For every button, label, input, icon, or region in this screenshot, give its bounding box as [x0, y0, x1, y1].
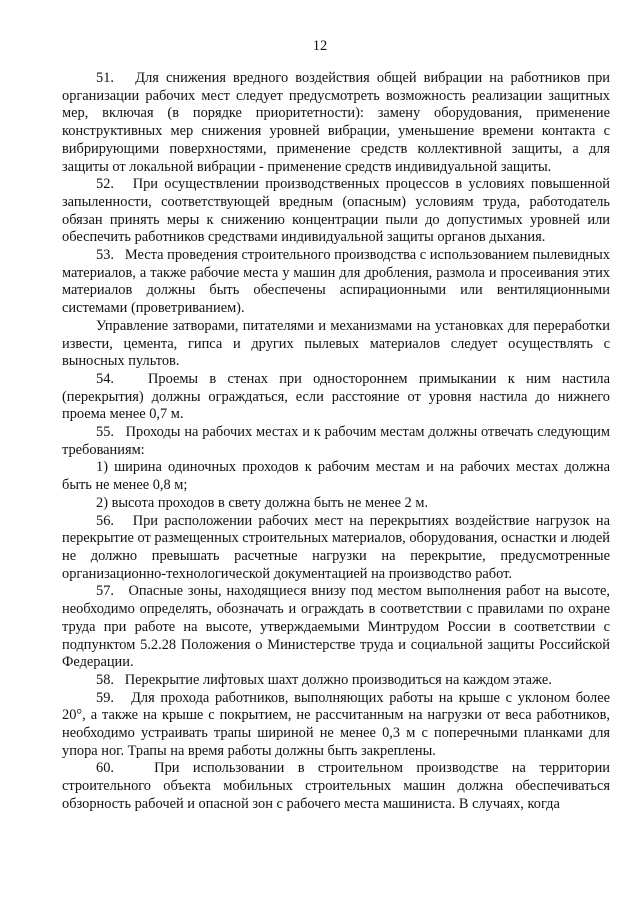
paragraph-52: 52. При осуществлении производственных процессов в условиях повышенной запыленности, соответствующей вредным (опасным) условиям труда, работодатель обязан принять меры к снижению концентрации пыли до допустимых уровней или обеспечить работников средствами индивидуальной защиты органов дыхания.: [62, 176, 610, 246]
paragraph-53-control: Управление затворами, питателями и механизмами на установках для переработки извести, цемента, гипса и других пылевых материалов следует осуществлять с выносных пультов.: [62, 317, 610, 370]
paragraph-55-item-1: 1) ширина одиночных проходов к рабочим местам и на рабочих местах должна быть не менее 0,8 м;: [62, 459, 610, 494]
paragraph-56: 56. При расположении рабочих мест на перекрытиях воздействие нагрузок на перекрытие от размещенных строительных материалов, оборудования, оснастки и людей не должно превышать расчетные нагрузки на перекрытие, предусмотренные организационно-технологической документацией на производство работ.: [62, 512, 610, 582]
paragraph-59: 59. Для прохода работников, выполняющих работы на крыше с уклоном более 20°, а также на крыше с покрытием, не рассчитанным на нагрузки от веса работников, необходимо устраивать трапы шириной не менее 0,3 м с поперечными планками для упора ног. Трапы на время работы должны быть закреплены.: [62, 689, 610, 759]
paragraph-58: 58. Перекрытие лифтовых шахт должно производиться на каждом этаже.: [96, 671, 552, 688]
paragraph-53: 53. Места проведения строительного производства с использованием пылевидных материалов, а также рабочие места у машин для дробления, размола и просеивания этих материалов должны быть обеспечены аспирационными или вентиляционными системами (проветриванием).: [62, 247, 610, 317]
paragraph-55-item-2: 2) высота проходов в свету должна быть не менее 2 м.: [96, 494, 429, 511]
paragraph-60: 60. При использовании в строительном производстве на территории строительного объекта мобильных строительных машин должна обеспечиваться обзорность рабочей и опасной зон с рабочего места машиниста. В случаях, когда: [62, 760, 610, 812]
paragraph-55: 55. Проходы на рабочих местах и к рабочим местам должны отвечать следующим требованиям:: [62, 424, 610, 458]
paragraph-54: 54. Проемы в стенах при одностороннем примыкании к ним настила (перекрытия) должны ограждаться, если расстояние от уровня настила до нижнего проема менее 0,7 м.: [62, 370, 610, 423]
paragraph-51: 51. Для снижения вредного воздействия общей вибрации на работников при организации рабочих мест следует предусмотреть возможность реализации защитных мер, включая (в порядке приоритетности): замену оборудования, применение конструктивных мер снижения уровней вибрации, уменьшение времени контакта с вибрирующими поверхностями, применение средств коллективной защиты, а для защиты от локальной вибрации - применение средств индивидуальной защиты.: [62, 70, 610, 175]
paragraph-57: 57. Опасные зоны, находящиеся внизу под местом выполнения работ на высоте, необходимо определять, обозначать и ограждать в соответствии с правилами по охране труда при работе на высоте, утверждаемыми Минтрудом России в соответствии с подпунктом 5.2.28 Положения о Министерстве труда и социальной защиты Российской Федерации.: [62, 583, 610, 671]
document-body: [62, 70, 610, 814]
page-number: 12: [312, 38, 328, 54]
